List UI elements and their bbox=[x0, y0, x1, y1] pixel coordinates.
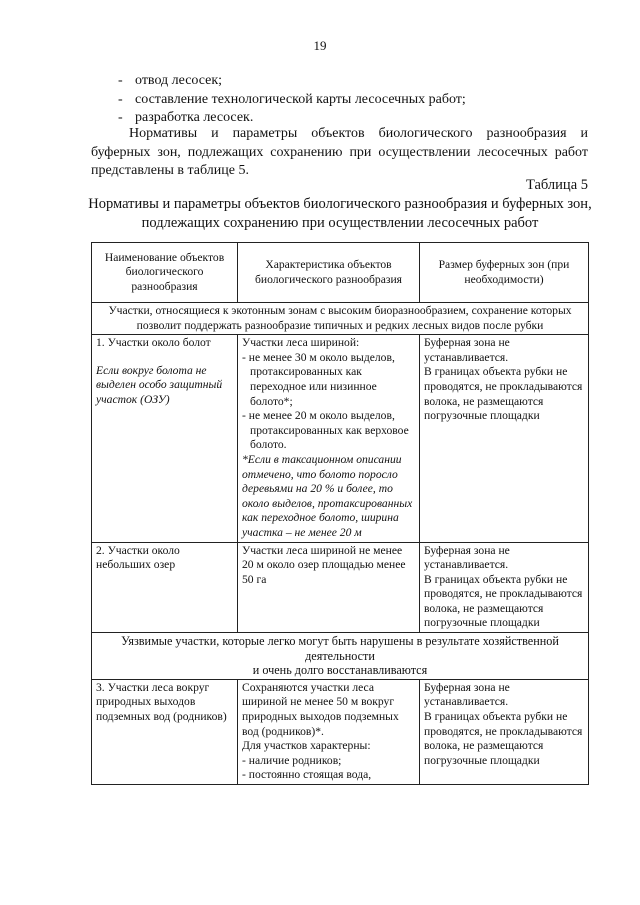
characteristic-cell bbox=[238, 542, 420, 633]
characteristic-sub: Для участков характерны: bbox=[242, 739, 371, 753]
object-note: Если вокруг болота не выделен особо защитный участок (ОЗУ) bbox=[96, 363, 223, 406]
list-item: - не менее 30 м около выделов, протаксированных как переходное или низинное болото*; bbox=[242, 351, 415, 409]
characteristic-footnote: *Если в таксационном описании отмечено, что болото поросло деревьями на 20 % и более, то около выделов, протаксированных как переходное болото, ширина участка – не менее 20 м bbox=[242, 452, 413, 539]
characteristic-cell bbox=[238, 335, 420, 542]
norms-table bbox=[91, 242, 589, 785]
list-item: - наличие родников; bbox=[242, 754, 415, 769]
bullet-item: - отвод лесосек; bbox=[118, 72, 466, 91]
section-line: Уязвимые участки, которые легко могут быть нарушены в результате хозяйственной деятельности bbox=[121, 634, 559, 663]
buffer-line: Буферная зона не устанавливается. bbox=[424, 336, 510, 364]
section-line: и очень долго восстанавливаются bbox=[252, 663, 428, 678]
section-title bbox=[92, 633, 589, 680]
list-item: - постоянно стоящая вода, bbox=[242, 768, 415, 783]
bullet-item: - составление технологической карты лесосечных работ; bbox=[118, 91, 466, 110]
object-name: 1. Участки около болот bbox=[96, 336, 211, 350]
bullet-list bbox=[118, 72, 466, 128]
characteristic-text: Участки леса шириной не менее 20 м около озер площадью менее 50 га bbox=[242, 543, 406, 586]
buffer-line: В границах объекта рубки не проводятся, не прокладываются волока, не размещаются погрузочные площадки bbox=[424, 365, 583, 423]
header-characteristic: Характеристика объектов биологического разнообразия bbox=[238, 243, 420, 303]
header-name: Наименование объектов биологического разнообразия bbox=[92, 243, 238, 303]
list-item: - не менее 20 м около выделов, протаксированных как верховое болото. bbox=[242, 409, 415, 453]
header-buffer: Размер буферных зон (при необходимости) bbox=[420, 243, 589, 303]
table-number: Таблица 5 bbox=[525, 177, 588, 193]
characteristic-list bbox=[242, 351, 415, 453]
intro-paragraph: Нормативы и параметры объектов биологического разнообразия и буферных зон, подлежащих сохранению при осуществлении лесосечных работ представлены в таблице 5. bbox=[91, 126, 588, 179]
buffer-line: В границах объекта рубки не проводятся, не прокладываются волока, не размещаются погрузочные площадки bbox=[424, 710, 583, 767]
characteristic-intro: Участки леса шириной: bbox=[242, 336, 360, 350]
buffer-cell bbox=[420, 335, 589, 542]
object-name: 3. Участки леса вокруг природных выходов подземных вод (родников) bbox=[96, 680, 227, 724]
buffer-cell bbox=[420, 542, 589, 633]
buffer-line: Буферная зона не устанавливается. bbox=[424, 543, 510, 572]
object-name-cell bbox=[92, 335, 238, 542]
characteristic-cell bbox=[238, 679, 420, 784]
table-row bbox=[92, 335, 589, 542]
characteristic-text: Сохраняются участки леса шириной не менее 50 м вокруг природных выходов подземных вод (родников)*. bbox=[242, 680, 399, 738]
buffer-line: Буферная зона не устанавливается. bbox=[424, 680, 510, 709]
buffer-cell bbox=[420, 679, 589, 784]
table-row bbox=[92, 679, 589, 784]
section-title: Участки, относящиеся к экотонным зонам с высоким биоразнообразием, сохранение которых позволит поддержать разнообразие типичных и редких лесных видов после рубки bbox=[92, 303, 589, 335]
table-row bbox=[92, 542, 589, 633]
page-number: 19 bbox=[313, 38, 327, 53]
buffer-line: В границах объекта рубки не проводятся, не прокладываются волока, не размещаются погрузочные площадки bbox=[424, 572, 583, 630]
table-header-row bbox=[92, 243, 589, 303]
object-name-cell bbox=[92, 679, 238, 784]
table-caption: Нормативы и параметры объектов биологического разнообразия и буферных зон, подлежащих сохранению при осуществлении лесосечных работ bbox=[88, 196, 592, 231]
object-name-cell bbox=[92, 542, 238, 633]
bullet-item: - разработка лесосек. bbox=[118, 109, 466, 128]
characteristic-list bbox=[242, 754, 415, 783]
section-row bbox=[92, 303, 589, 335]
object-name: 2. Участки около небольших озер bbox=[96, 543, 180, 572]
section-row bbox=[92, 633, 589, 680]
